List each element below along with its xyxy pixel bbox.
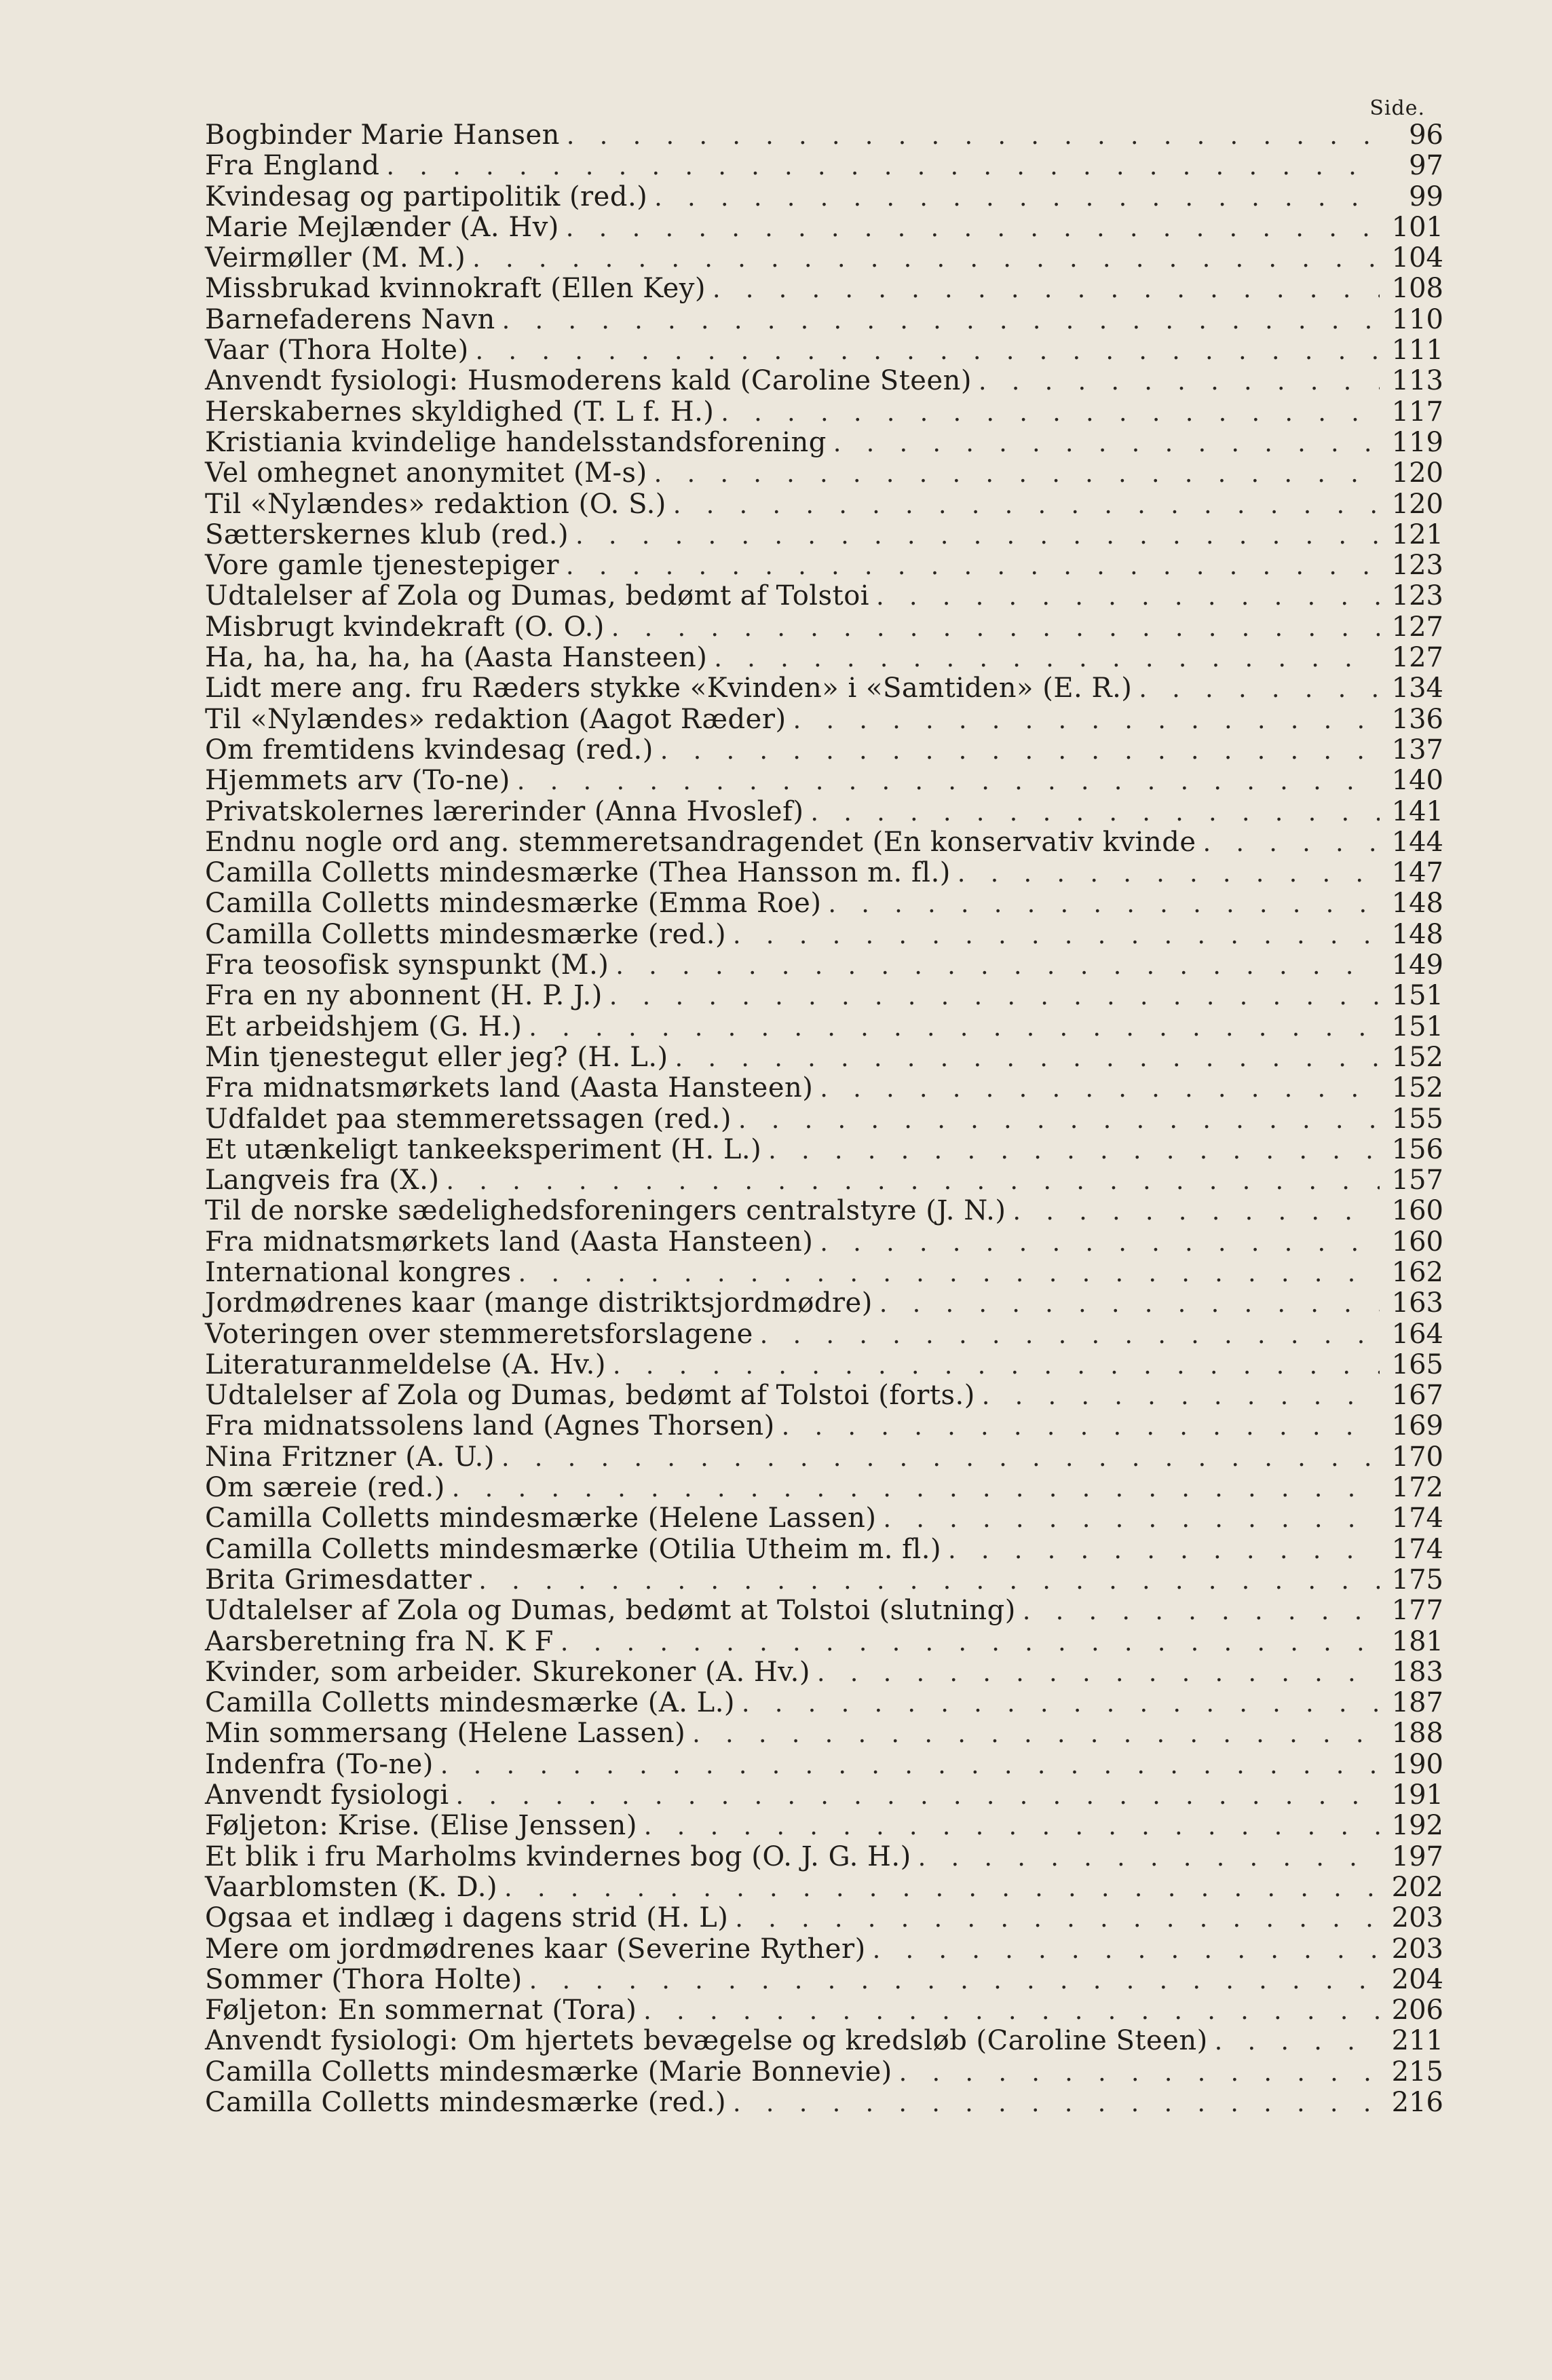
toc-entry-page-number: 170	[1391, 1441, 1443, 1473]
toc-entry-title: Voteringen over stemmeretsforslagene	[205, 1318, 753, 1350]
toc-entry	[205, 1780, 1443, 1811]
toc-entry	[205, 1350, 1443, 1380]
dot-leader	[958, 858, 1380, 889]
toc-entry-page-number: 149	[1391, 949, 1443, 981]
toc-entry	[205, 489, 1443, 520]
toc-entry	[205, 1657, 1443, 1688]
toc-entry-title: Missbrukad kvinnokraft (Ellen Key)	[205, 273, 706, 305]
toc-entry-title: Et utænkeligt tankeeksperiment (H. L.)	[205, 1133, 762, 1165]
toc-entry-title: Sommer (Thora Holte)	[205, 1963, 523, 1995]
toc-entry-page-number: 160	[1391, 1226, 1443, 1258]
toc-entry-page-number: 172	[1391, 1472, 1443, 1504]
toc-entry	[205, 1534, 1443, 1565]
toc-entry-title: Aarsberetning fra N. K F	[205, 1625, 554, 1657]
toc-entry-page-number: 113	[1391, 365, 1443, 397]
dot-leader	[561, 1627, 1380, 1658]
toc-entry-page-number: 147	[1391, 857, 1443, 889]
dot-leader	[476, 336, 1380, 366]
toc-entry-page-number: 167	[1391, 1380, 1443, 1412]
toc-entry-title: Camilla Colletts mindesmærke (Emma Roe)	[205, 888, 822, 920]
toc-entry	[205, 2026, 1443, 2056]
toc-entry-title: Kvinder, som arbeider. Skurekoner (A. Hv.)	[205, 1656, 810, 1688]
toc-entry	[205, 673, 1443, 704]
dot-leader	[654, 459, 1380, 489]
dot-leader	[738, 1105, 1380, 1135]
toc-entry-page-number: 120	[1391, 457, 1443, 489]
toc-entry-page-number: 148	[1391, 888, 1443, 920]
toc-entry-title: Min tjenestegut eller jeg? (H. L.)	[205, 1041, 668, 1073]
toc-entry-title: Anvendt fysiologi: Husmoderens kald (Caroline Steen)	[205, 365, 972, 397]
toc-entry-title: Jordmødrenes kaar (mange distriktsjordmødre)	[205, 1287, 873, 1319]
table-of-contents	[205, 120, 1443, 2118]
dot-leader	[692, 1719, 1380, 1750]
toc-entry-title: Et blik i fru Marholms kvindernes bog (O. J. G. H.)	[205, 1840, 911, 1872]
toc-entry-title: Udtalelser af Zola og Dumas, bedømt at Tolstoi (slutning)	[205, 1595, 1016, 1627]
toc-entry-page-number: 191	[1391, 1779, 1443, 1811]
toc-entry	[205, 1688, 1443, 1718]
toc-entry-page-number: 174	[1391, 1503, 1443, 1534]
toc-entry-title: Vaarblomsten (K. D.)	[205, 1871, 498, 1903]
toc-entry	[205, 981, 1443, 1011]
toc-entry	[205, 458, 1443, 489]
dot-leader	[713, 274, 1380, 305]
toc-entry	[205, 1595, 1443, 1626]
dot-leader	[387, 151, 1380, 182]
toc-entry-page-number: 160	[1391, 1195, 1443, 1227]
dot-leader	[643, 1996, 1380, 2026]
toc-entry	[205, 120, 1443, 151]
toc-entry	[205, 366, 1443, 396]
toc-entry-page-number: 204	[1391, 1963, 1443, 1995]
toc-entry	[205, 766, 1443, 796]
toc-entry-page-number: 111	[1391, 335, 1443, 366]
toc-entry-page-number: 183	[1391, 1656, 1443, 1688]
toc-entry	[205, 1718, 1443, 1749]
dot-leader	[735, 1904, 1380, 1934]
toc-entry-title: Endnu nogle ord ang. stemmeretsandragendet (En konservativ kvinde	[205, 826, 1196, 858]
dot-leader	[782, 1412, 1380, 1442]
toc-entry-page-number: 215	[1391, 2056, 1443, 2088]
toc-entry-page-number: 151	[1391, 980, 1443, 1012]
toc-entry-page-number: 187	[1391, 1687, 1443, 1719]
toc-entry-page-number: 134	[1391, 673, 1443, 704]
dot-leader	[733, 2088, 1380, 2119]
toc-entry	[205, 1995, 1443, 2026]
toc-entry-title: Barnefaderens Navn	[205, 303, 495, 335]
dot-leader	[478, 1566, 1380, 1596]
toc-entry	[205, 735, 1443, 766]
toc-entry-page-number: 175	[1391, 1564, 1443, 1595]
dot-leader	[820, 1228, 1380, 1258]
toc-entry	[205, 797, 1443, 827]
dot-leader	[1215, 2026, 1380, 2057]
toc-entry-title: Herskabernes skyldighed (T. L f. H.)	[205, 396, 715, 428]
toc-entry-title: Ogsaa et indlæg i dagens strid (H. L)	[205, 1902, 729, 1934]
toc-entry	[205, 888, 1443, 919]
dot-leader	[529, 1013, 1380, 1043]
toc-entry-title: Sætterskernes klub (red.)	[205, 518, 569, 550]
toc-entry-page-number: 99	[1409, 181, 1443, 212]
toc-entry-page-number: 152	[1391, 1072, 1443, 1104]
toc-entry-page-number: 141	[1391, 795, 1443, 827]
toc-entry-title: Anvendt fysiologi	[205, 1779, 449, 1811]
toc-entry	[205, 1872, 1443, 1903]
toc-entry-title: Nina Fritzner (A. U.)	[205, 1441, 495, 1473]
dot-leader	[529, 1965, 1380, 1996]
toc-entry	[205, 243, 1443, 273]
toc-entry-page-number: 165	[1391, 1348, 1443, 1380]
dot-leader	[517, 766, 1380, 797]
toc-entry	[205, 335, 1443, 366]
toc-entry-title: Min sommersang (Helene Lassen)	[205, 1718, 686, 1750]
toc-entry-title: International kongres	[205, 1256, 512, 1288]
dot-leader	[446, 1166, 1380, 1196]
dot-leader	[833, 428, 1380, 459]
toc-entry-page-number: 157	[1391, 1165, 1443, 1196]
dot-leader	[440, 1750, 1380, 1781]
toc-entry	[205, 1319, 1443, 1350]
toc-entry-title: Fra midnatsmørkets land (Aasta Hansteen)	[205, 1226, 814, 1258]
toc-entry-title: Om særeie (red.)	[205, 1472, 445, 1504]
toc-entry-title: Literaturanmeldelse (A. Hv.)	[205, 1348, 606, 1380]
toc-entry	[205, 1965, 1443, 1995]
dot-leader	[879, 1289, 1380, 1319]
toc-entry	[205, 1473, 1443, 1503]
toc-entry-title: Hjemmets arv (To-ne)	[205, 765, 510, 797]
toc-entry-page-number: 156	[1391, 1133, 1443, 1165]
toc-entry-page-number: 104	[1391, 242, 1443, 274]
dot-leader	[828, 889, 1380, 920]
toc-entry-title: Udfaldet paa stemmeretssagen (red.)	[205, 1103, 732, 1135]
toc-entry-page-number: 101	[1391, 211, 1443, 243]
toc-entry	[205, 827, 1443, 858]
toc-entry-title: Til de norske sædelighedsforeningers centralstyre (J. N.)	[205, 1195, 1006, 1227]
toc-entry	[205, 1135, 1443, 1165]
toc-entry	[205, 1503, 1443, 1534]
toc-entry-page-number: 177	[1391, 1595, 1443, 1627]
dot-leader	[472, 244, 1380, 274]
dot-leader	[1023, 1596, 1380, 1627]
dot-leader	[575, 521, 1380, 551]
toc-entry-page-number: 203	[1391, 1933, 1443, 1965]
toc-entry-title: Brita Grimesdatter	[205, 1564, 472, 1595]
toc-entry	[205, 1842, 1443, 1872]
dot-leader	[456, 1781, 1380, 1811]
dot-leader	[820, 1074, 1380, 1104]
dot-leader	[501, 1443, 1380, 1473]
dot-leader	[567, 121, 1380, 151]
toc-entry	[205, 1227, 1443, 1258]
toc-entry	[205, 950, 1443, 981]
dot-leader	[1013, 1196, 1380, 1227]
dot-leader	[616, 951, 1380, 981]
toc-entry	[205, 1565, 1443, 1595]
dot-leader	[876, 582, 1380, 612]
toc-entry-page-number: 151	[1391, 1010, 1443, 1042]
toc-entry-page-number: 108	[1391, 273, 1443, 305]
toc-entry-page-number: 188	[1391, 1718, 1443, 1750]
toc-entry-title: Ha, ha, ha, ha, ha (Aasta Hansteen)	[205, 642, 708, 674]
toc-entry-page-number: 123	[1391, 580, 1443, 612]
toc-entry-title: Camilla Colletts mindesmærke (Otilia Utheim m. fl.)	[205, 1533, 942, 1565]
toc-entry	[205, 550, 1443, 581]
toc-entry	[205, 397, 1443, 428]
toc-entry-page-number: 163	[1391, 1287, 1443, 1319]
toc-entry-title: Camilla Colletts mindesmærke (Helene Lassen)	[205, 1503, 877, 1534]
toc-entry	[205, 1165, 1443, 1196]
toc-entry	[205, 1288, 1443, 1319]
dot-leader	[1203, 828, 1380, 858]
dot-leader	[873, 1935, 1380, 1965]
toc-entry-page-number: 181	[1391, 1625, 1443, 1657]
toc-entry	[205, 2088, 1443, 2118]
toc-entry-page-number: 202	[1391, 1871, 1443, 1903]
dot-leader	[654, 183, 1380, 213]
toc-entry-title: Marie Mejlænder (A. Hv)	[205, 211, 559, 243]
toc-entry-title: Lidt mere ang. fru Ræders stykke «Kvinden» i «Samtiden» (E. R.)	[205, 673, 1133, 704]
dot-leader	[721, 398, 1380, 428]
toc-entry-title: Udtalelser af Zola og Dumas, bedømt af Tolstoi (forts.)	[205, 1380, 975, 1412]
dot-leader	[768, 1135, 1380, 1166]
toc-entry-page-number: 120	[1391, 488, 1443, 520]
toc-entry-title: Bogbinder Marie Hansen	[205, 119, 560, 151]
toc-entry-title: Kvindesag og partipolitik (red.)	[205, 181, 648, 212]
toc-entry-title: Til «Nylændes» redaktion (O. S.)	[205, 488, 666, 520]
toc-entry	[205, 428, 1443, 458]
toc-entry-page-number: 123	[1391, 550, 1443, 582]
toc-entry-page-number: 211	[1391, 2025, 1443, 2057]
toc-entry-page-number: 162	[1391, 1256, 1443, 1288]
toc-entry	[205, 1258, 1443, 1288]
toc-entry	[205, 151, 1443, 181]
toc-entry-page-number: 119	[1391, 426, 1443, 458]
toc-entry-page-number: 197	[1391, 1840, 1443, 1872]
toc-entry-title: Udtalelser af Zola og Dumas, bedømt af Tolstoi	[205, 580, 870, 612]
toc-entry-page-number: 169	[1391, 1410, 1443, 1442]
toc-entry	[205, 1627, 1443, 1657]
toc-entry	[205, 1380, 1443, 1411]
toc-entry	[205, 1934, 1443, 1965]
dot-leader	[982, 1381, 1380, 1412]
toc-entry-page-number: 137	[1391, 734, 1443, 766]
dot-leader	[884, 1504, 1380, 1534]
dot-leader	[918, 1843, 1380, 1873]
toc-entry	[205, 1750, 1443, 1780]
dot-leader	[613, 1350, 1380, 1381]
toc-entry	[205, 1012, 1443, 1042]
dot-leader	[673, 490, 1380, 521]
toc-entry	[205, 520, 1443, 550]
toc-entry	[205, 1903, 1443, 1933]
toc-entry-title: Privatskolernes lærerinder (Anna Hvoslef)	[205, 795, 804, 827]
dot-leader	[733, 920, 1380, 951]
dot-leader	[452, 1473, 1380, 1504]
toc-entry-title: Anvendt fysiologi: Om hjertets bevægelse og kredsløb (Caroline Steen)	[205, 2025, 1208, 2057]
toc-entry-page-number: 203	[1391, 1902, 1443, 1934]
toc-entry	[205, 1073, 1443, 1103]
dot-leader	[502, 305, 1380, 336]
toc-entry-title: Vore gamle tjenestepiger	[205, 550, 560, 582]
toc-entry-page-number: 127	[1391, 642, 1443, 674]
dot-leader	[979, 366, 1380, 397]
toc-entry-page-number: 140	[1391, 765, 1443, 797]
toc-entry-page-number: 190	[1391, 1748, 1443, 1780]
toc-entry	[205, 704, 1443, 735]
toc-entry-title: Om fremtidens kvindesag (red.)	[205, 734, 654, 766]
toc-entry	[205, 212, 1443, 243]
toc-entry-title: Kristiania kvindelige handelsstandsforening	[205, 426, 827, 458]
toc-entry-page-number: 152	[1391, 1041, 1443, 1073]
toc-entry-title: Camilla Colletts mindesmærke (red.)	[205, 918, 727, 950]
dot-leader	[948, 1535, 1380, 1566]
dot-leader	[899, 2058, 1380, 2088]
toc-entry-title: Mere om jordmødrenes kaar (Severine Ryther)	[205, 1933, 866, 1965]
toc-entry-title: Camilla Colletts mindesmærke (red.)	[205, 2087, 727, 2118]
toc-entry	[205, 273, 1443, 304]
toc-entry-title: Camilla Colletts mindesmærke (Marie Bonnevie)	[205, 2056, 892, 2088]
toc-entry	[205, 1196, 1443, 1226]
toc-entry	[205, 612, 1443, 643]
toc-entry	[205, 1811, 1443, 1841]
toc-entry-page-number: 136	[1391, 703, 1443, 735]
toc-entry-page-number: 164	[1391, 1318, 1443, 1350]
toc-entry-title: Indenfra (To-ne)	[205, 1748, 434, 1780]
dot-leader	[793, 705, 1380, 736]
dot-leader	[675, 1043, 1380, 1074]
toc-entry	[205, 182, 1443, 212]
toc-entry	[205, 643, 1443, 673]
toc-entry-page-number: 192	[1391, 1810, 1443, 1842]
dot-leader	[644, 1811, 1380, 1842]
toc-entry-page-number: 127	[1391, 611, 1443, 643]
toc-entry	[205, 1411, 1443, 1441]
dot-leader	[660, 736, 1380, 766]
toc-entry-title: Misbrugt kvindekraft (O. O.)	[205, 611, 605, 643]
toc-entry-title: Vel omhegnet anonymitet (M-s)	[205, 457, 647, 489]
toc-entry	[205, 1442, 1443, 1473]
toc-entry-page-number: 174	[1391, 1533, 1443, 1565]
toc-entry-title: Fra en ny abonnent (H. P. J.)	[205, 980, 603, 1012]
toc-entry-title: Fra England	[205, 150, 380, 182]
toc-entry-title: Til «Nylændes» redaktion (Aagot Ræder)	[205, 703, 787, 735]
toc-entry-page-number: 148	[1391, 918, 1443, 950]
toc-entry	[205, 2057, 1443, 2088]
toc-entry	[205, 581, 1443, 611]
dot-leader	[1139, 674, 1380, 704]
toc-entry-page-number: 121	[1391, 518, 1443, 550]
toc-entry	[205, 1104, 1443, 1135]
dot-leader	[742, 1688, 1380, 1719]
toc-entry-title: Veirmøller (M. M.)	[205, 242, 466, 274]
toc-entry-page-number: 216	[1391, 2087, 1443, 2118]
dot-leader	[611, 613, 1380, 643]
toc-entry-title: Føljeton: En sommernat (Tora)	[205, 1995, 637, 2026]
toc-entry	[205, 1042, 1443, 1073]
dot-leader	[817, 1658, 1380, 1688]
toc-entry-page-number: 110	[1391, 303, 1443, 335]
dot-leader	[609, 981, 1380, 1012]
dot-leader	[760, 1320, 1380, 1350]
toc-entry	[205, 305, 1443, 335]
dot-leader	[714, 643, 1380, 674]
toc-entry-title: Langveis fra (X.)	[205, 1165, 440, 1196]
toc-entry-title: Camilla Colletts mindesmærke (Thea Hansson m. fl.)	[205, 857, 951, 889]
dot-leader	[504, 1873, 1380, 1904]
toc-entry-title: Fra teosofisk synspunkt (M.)	[205, 949, 609, 981]
toc-entry-title: Fra midnatsmørkets land (Aasta Hansteen)	[205, 1072, 814, 1104]
toc-entry-title: Et arbeidshjem (G. H.)	[205, 1010, 523, 1042]
toc-entry	[205, 920, 1443, 950]
toc-entry-title: Camilla Colletts mindesmærke (A. L.)	[205, 1687, 736, 1719]
toc-entry-page-number: 117	[1391, 396, 1443, 428]
toc-entry-title: Fra midnatssolens land (Agnes Thorsen)	[205, 1410, 775, 1442]
dot-leader	[810, 797, 1380, 828]
toc-entry-title: Føljeton: Krise. (Elise Jenssen)	[205, 1810, 637, 1842]
toc-entry-page-number: 155	[1391, 1103, 1443, 1135]
dot-leader	[566, 551, 1380, 582]
dot-leader	[566, 213, 1380, 244]
toc-entry	[205, 858, 1443, 888]
toc-entry-page-number: 144	[1391, 826, 1443, 858]
toc-entry-title: Vaar (Thora Holte)	[205, 335, 469, 366]
toc-entry-page-number: 97	[1409, 150, 1443, 182]
dot-leader	[518, 1258, 1380, 1289]
page-column-header: Side.	[1369, 96, 1425, 120]
toc-entry-page-number: 96	[1409, 119, 1443, 151]
toc-entry-page-number: 206	[1391, 1995, 1443, 2026]
